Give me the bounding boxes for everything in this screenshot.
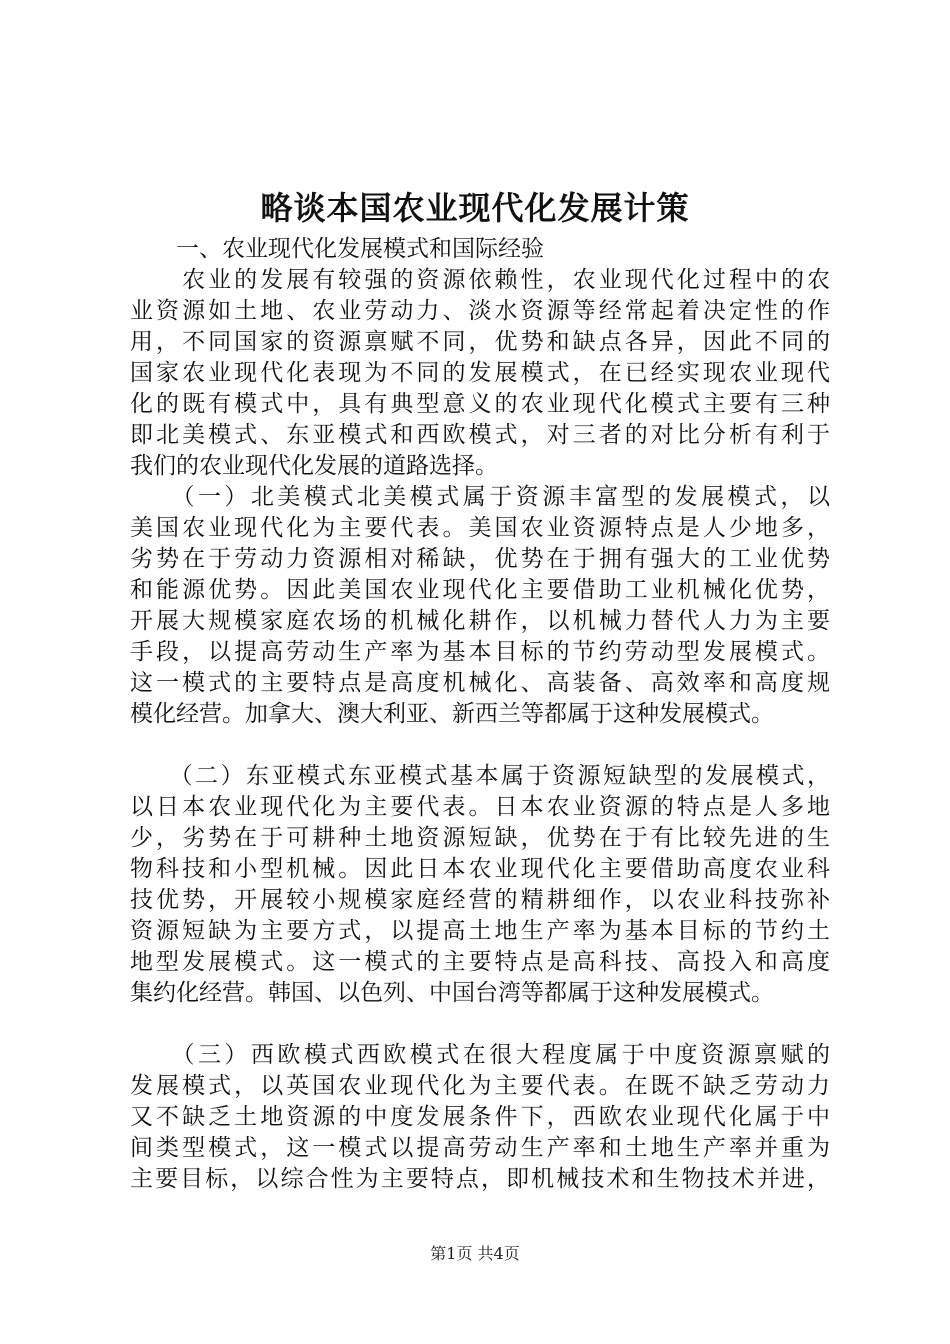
text-line: 技优势，开展较小规模家庭经营的精耕细作，以农业科技弥补 <box>130 887 830 913</box>
text-line: 和能源优势。因此美国农业现代化主要借助工业机械化优势， <box>130 577 830 603</box>
text-line: 又不缺乏土地资源的中度发展条件下，西欧农业现代化属于中 <box>130 1104 830 1130</box>
text-line: 地型发展模式。这一模式的主要特点是高科技、高投入和高度 <box>130 949 830 975</box>
text-line: 物科技和小型机械。因此日本农业现代化主要借助高度农业科 <box>130 856 830 882</box>
text-line: 间类型模式，这一模式以提高劳动生产率和土地生产率并重为 <box>130 1135 830 1161</box>
text-line: 少，劣势在于可耕种土地资源短缺，优势在于有比较先进的生 <box>130 825 830 851</box>
text-line: 手段，以提高劳动生产率为基本目标的节约劳动型发展模式。 <box>130 639 830 665</box>
text-line: 发展模式，以英国农业现代化为主要代表。在既不缺乏劳动力 <box>130 1073 830 1099</box>
text-line: 我们的农业现代化发展的道路选择。 <box>130 453 498 479</box>
text-line: （三）西欧模式西欧模式在很大程度属于中度资源禀赋的 <box>130 1042 830 1068</box>
text-line: 业资源如土地、农业劳动力、淡水资源等经常起着决定性的作 <box>130 298 830 324</box>
text-line: 农业的发展有较强的资源依赖性，农业现代化过程中的农 <box>130 267 830 293</box>
text-line: 模化经营。加拿大、澳大利亚、新西兰等都属于这种发展模式。 <box>130 701 774 727</box>
text-line: 资源短缺为主要方式，以提高土地生产率为基本目标的节约土 <box>130 918 830 944</box>
text-line: （二）东亚模式东亚模式基本属于资源短缺型的发展模式， <box>130 763 830 789</box>
paragraph-gap <box>130 1009 830 1040</box>
document-body <box>130 234 830 1195</box>
text-line: （一）北美模式北美模式属于资源丰富型的发展模式，以 <box>130 484 830 510</box>
text-line: 化的既有模式中，具有典型意义的农业现代化模式主要有三种 <box>130 391 830 417</box>
text-line: 主要目标，以综合性为主要特点，即机械技术和生物技术并进， <box>130 1166 830 1192</box>
text-line: 一、农业现代化发展模式和国际经验 <box>130 236 544 262</box>
text-line: 这一模式的主要特点是高度机械化、高装备、高效率和高度规 <box>130 670 830 696</box>
text-line: 劣势在于劳动力资源相对稀缺，优势在于拥有强大的工业优势 <box>130 546 830 572</box>
paragraph-gap <box>130 730 830 761</box>
text-line: 集约化经营。韩国、以色列、中国台湾等都属于这种发展模式。 <box>130 980 774 1006</box>
text-line: 国家农业现代化表现为不同的发展模式，在已经实现农业现代 <box>130 360 830 386</box>
text-line: 即北美模式、东亚模式和西欧模式，对三者的对比分析有利于 <box>130 422 830 448</box>
text-line: 美国农业现代化为主要代表。美国农业资源特点是人少地多， <box>130 515 830 541</box>
text-line: 以日本农业现代化为主要代表。日本农业资源的特点是人多地 <box>130 794 830 820</box>
text-line: 开展大规模家庭农场的机械化耕作，以机械力替代人力为主要 <box>130 608 830 634</box>
document-title: 略谈本国农业现代化发展计策 <box>260 189 690 227</box>
page-number-footer: 第1页 共4页 <box>430 1244 520 1263</box>
text-line: 用，不同国家的资源禀赋不同，优势和缺点各异，因此不同的 <box>130 329 830 355</box>
